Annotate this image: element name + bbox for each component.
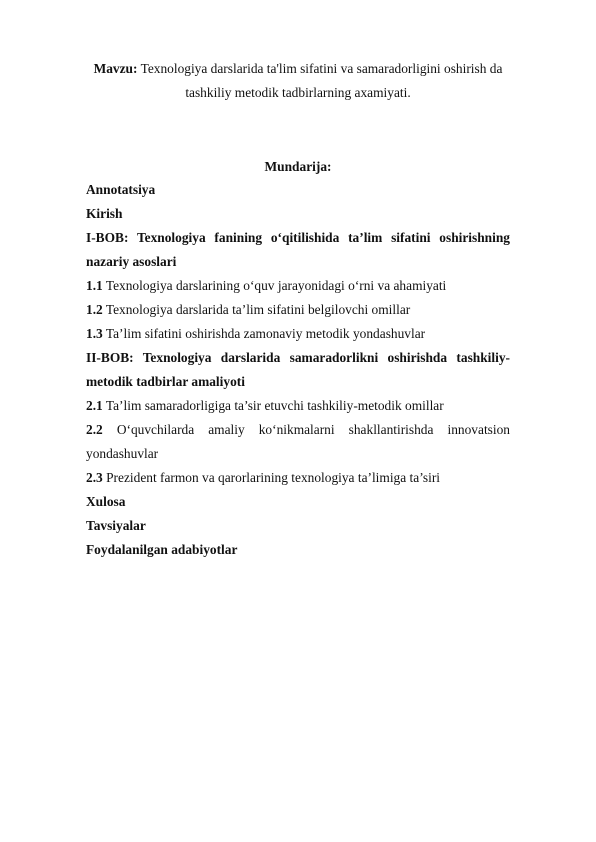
toc-item-section-2-3 [86,466,510,490]
toc-item-text: II-BOB: Texnologiya darslarida samaradorlikni oshirishda tashkiliy-metodik tadbirlar amaliyoti [86,350,510,389]
topic-heading [86,57,510,105]
toc-item-number: 1.3 [86,326,103,341]
toc-item-introduction [86,202,510,226]
topic-label: Mavzu: [93,61,138,76]
table-of-contents [86,178,510,562]
toc-item-text: Xulosa [86,494,126,509]
toc-item-section-1-1 [86,274,510,298]
toc-item-text: Foydalanilgan adabiyotlar [86,542,238,557]
topic-text: Texnologiya darslarida ta'lim sifatini va samaradorligini oshirish da tashkiliy metodik tadbirlarning axamiyati. [140,61,503,100]
toc-item-number: 1.1 [86,278,103,293]
toc-item-section-1-3 [86,322,510,346]
toc-item-text: Tavsiyalar [86,518,146,533]
toc-item-text: Texnologiya darslarining o‘quv jarayonidagi o‘rni va ahamiyati [105,278,447,293]
toc-item-number: 2.3 [86,470,103,485]
toc-item-text: Kirish [86,206,123,221]
toc-item-annotation [86,178,510,202]
toc-item-number: 2.2 [86,422,103,437]
toc-item-text: I-BOB: Texnologiya fanining o‘qitilishida ta’lim sifatini oshirishning nazariy asoslari [86,230,510,269]
toc-item-section-2-1 [86,394,510,418]
toc-item-references [86,538,510,562]
toc-item-text: Annotatsiya [86,182,156,197]
toc-item-text: Prezident farmon va qarorlarining texnologiya ta’limiga ta’siri [106,470,441,485]
toc-item-chapter-1 [86,226,510,274]
toc-item-section-2-2 [86,418,510,466]
toc-item-chapter-2 [86,346,510,394]
toc-item-text: Ta’lim sifatini oshirishda zamonaviy metodik yondashuvlar [105,326,426,341]
toc-item-text: O‘quvchilarda amaliy ko‘nikmalarni shakllantirishda innovatsion yondashuvlar [86,422,510,461]
toc-title: Mundarija: [264,159,332,174]
toc-item-recommendations [86,514,510,538]
toc-item-number: 2.1 [86,398,103,413]
toc-item-text: Ta’lim samaradorligiga ta’sir etuvchi tashkiliy-metodik omillar [105,398,444,413]
toc-item-conclusion [86,490,510,514]
toc-item-section-1-2 [86,298,510,322]
toc-item-number: 1.2 [86,302,103,317]
toc-item-text: Texnologiya darslarida ta’lim sifatini belgilovchi omillar [105,302,411,317]
